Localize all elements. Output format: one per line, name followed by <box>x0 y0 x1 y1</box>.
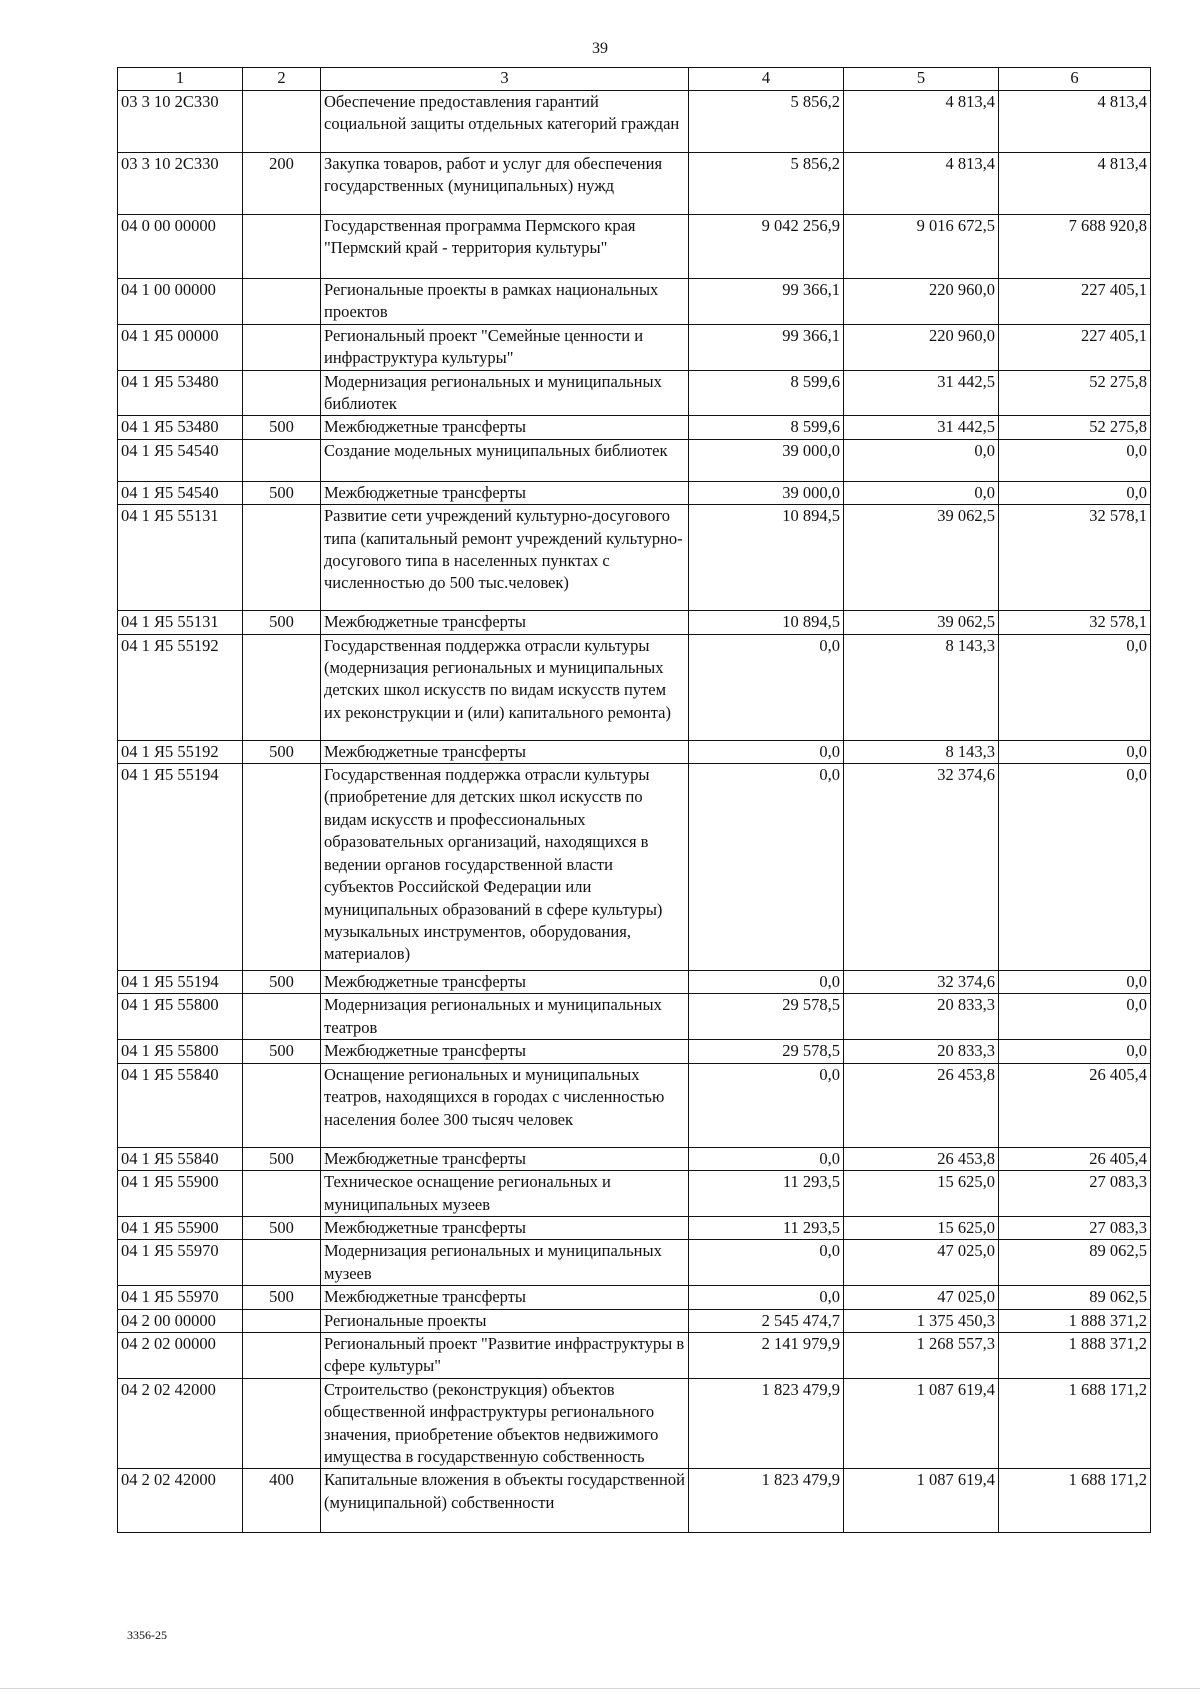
table-cell-name: Обеспечение предоставления гарантий социальной защиты отдельных категорий граждан <box>321 91 689 153</box>
table-cell-value-6: 7 688 920,8 <box>999 215 1151 279</box>
table-cell-type <box>243 215 321 279</box>
table-cell-value-6: 89 062,5 <box>999 1286 1151 1309</box>
table-cell-name: Межбюджетные трансферты <box>321 1040 689 1063</box>
table-cell-value-6: 227 405,1 <box>999 324 1151 370</box>
table-cell-value-4: 0,0 <box>689 1147 844 1170</box>
table-cell-value-4: 0,0 <box>689 740 844 763</box>
table-cell-code: 04 2 02 42000 <box>118 1378 243 1469</box>
table-cell-value-5: 32 374,6 <box>844 971 999 994</box>
scan-edge-line <box>0 1688 1200 1689</box>
table-cell-value-5: 47 025,0 <box>844 1240 999 1286</box>
table-cell-value-4: 5 856,2 <box>689 91 844 153</box>
table-cell-value-4: 0,0 <box>689 764 844 971</box>
table-cell-name: Государственная программа Пермского края "Пермский край - территория культуры" <box>321 215 689 279</box>
table-cell-value-4: 0,0 <box>689 634 844 740</box>
table-cell-code: 04 1 Я5 54540 <box>118 481 243 504</box>
table-row <box>118 1147 1151 1170</box>
table-cell-type <box>243 439 321 481</box>
table-cell-name: Межбюджетные трансферты <box>321 611 689 634</box>
table-cell-value-5: 8 143,3 <box>844 634 999 740</box>
table-cell-value-6: 0,0 <box>999 971 1151 994</box>
table-cell-code: 04 1 Я5 55900 <box>118 1216 243 1239</box>
table-row <box>118 1378 1151 1469</box>
table-row <box>118 971 1151 994</box>
table-cell-code: 04 1 Я5 55840 <box>118 1147 243 1170</box>
table-cell-code: 04 1 Я5 53480 <box>118 370 243 416</box>
column-header-5: 5 <box>844 68 999 91</box>
table-row <box>118 1309 1151 1332</box>
table-cell-value-6: 0,0 <box>999 481 1151 504</box>
table-cell-name: Развитие сети учреждений культурно-досугового типа (капитальный ремонт учреждений культурно-досугового типа в населенных пунктах с численностью до 500 тыс.человек) <box>321 505 689 611</box>
table-cell-type: 500 <box>243 611 321 634</box>
table-row <box>118 1286 1151 1309</box>
table-cell-value-6: 0,0 <box>999 740 1151 763</box>
table-row <box>118 370 1151 416</box>
table-row <box>118 1469 1151 1533</box>
table-body <box>118 91 1151 1533</box>
table-cell-name: Межбюджетные трансферты <box>321 481 689 504</box>
table-cell-type: 200 <box>243 153 321 215</box>
table-cell-value-5: 1 375 450,3 <box>844 1309 999 1332</box>
table-row <box>118 1063 1151 1147</box>
table-row <box>118 505 1151 611</box>
table-cell-value-5: 20 833,3 <box>844 994 999 1040</box>
table-cell-value-6: 32 578,1 <box>999 505 1151 611</box>
table-cell-value-4: 0,0 <box>689 1063 844 1147</box>
table-cell-code: 03 3 10 2С330 <box>118 91 243 153</box>
document-code: 3356-25 <box>127 1628 167 1642</box>
table-cell-code: 04 1 Я5 55970 <box>118 1286 243 1309</box>
table-cell-value-6: 1 688 171,2 <box>999 1378 1151 1469</box>
table-row <box>118 1240 1151 1286</box>
table-cell-code: 04 1 Я5 54540 <box>118 439 243 481</box>
table-cell-value-6: 1 888 371,2 <box>999 1332 1151 1378</box>
table-cell-code: 04 1 Я5 55131 <box>118 505 243 611</box>
table-cell-value-5: 0,0 <box>844 439 999 481</box>
table-cell-type: 500 <box>243 1040 321 1063</box>
table-cell-name: Межбюджетные трансферты <box>321 1286 689 1309</box>
table-row <box>118 324 1151 370</box>
table-cell-code: 04 1 Я5 55800 <box>118 994 243 1040</box>
table-cell-type: 500 <box>243 740 321 763</box>
table-cell-value-4: 2 545 474,7 <box>689 1309 844 1332</box>
table-cell-value-4: 39 000,0 <box>689 481 844 504</box>
table-cell-name: Региональный проект "Семейные ценности и инфраструктура культуры" <box>321 324 689 370</box>
table-cell-name: Капитальные вложения в объекты государственной (муниципальной) собственности <box>321 1469 689 1533</box>
table-cell-value-4: 0,0 <box>689 971 844 994</box>
table-cell-value-4: 10 894,5 <box>689 611 844 634</box>
table-cell-value-4: 8 599,6 <box>689 370 844 416</box>
table-row <box>118 481 1151 504</box>
table-cell-code: 04 1 Я5 55900 <box>118 1171 243 1217</box>
table-cell-value-6: 4 813,4 <box>999 153 1151 215</box>
table-cell-code: 04 1 Я5 55192 <box>118 740 243 763</box>
table-cell-value-5: 4 813,4 <box>844 91 999 153</box>
table-cell-type <box>243 279 321 325</box>
table-cell-value-6: 1 688 171,2 <box>999 1469 1151 1533</box>
table-row <box>118 611 1151 634</box>
column-header-2: 2 <box>243 68 321 91</box>
budget-table <box>117 67 1151 1533</box>
table-cell-code: 04 2 02 00000 <box>118 1332 243 1378</box>
table-cell-value-4: 10 894,5 <box>689 505 844 611</box>
table-cell-value-5: 220 960,0 <box>844 324 999 370</box>
table-cell-value-5: 39 062,5 <box>844 505 999 611</box>
table-row <box>118 416 1151 439</box>
table-cell-value-5: 39 062,5 <box>844 611 999 634</box>
table-cell-code: 04 1 Я5 55194 <box>118 971 243 994</box>
column-header-1: 1 <box>118 68 243 91</box>
table-cell-name: Межбюджетные трансферты <box>321 416 689 439</box>
column-header-3: 3 <box>321 68 689 91</box>
table-cell-name: Межбюджетные трансферты <box>321 971 689 994</box>
table-cell-value-6: 0,0 <box>999 1040 1151 1063</box>
table-cell-name: Государственная поддержка отрасли культуры (приобретение для детских школ искусств по видам искусств и профессиональных образовательных организаций, находящихся в ведении органов государственной власти субъектов Российской Федерации или муниципальных образований в сфере культуры) музыкальных инструментов, оборудования, материалов) <box>321 764 689 971</box>
table-cell-value-6: 89 062,5 <box>999 1240 1151 1286</box>
table-cell-value-4: 1 823 479,9 <box>689 1469 844 1533</box>
table-cell-value-6: 0,0 <box>999 764 1151 971</box>
table-cell-code: 04 1 Я5 55131 <box>118 611 243 634</box>
table-row <box>118 215 1151 279</box>
table-row <box>118 740 1151 763</box>
table-cell-value-4: 1 823 479,9 <box>689 1378 844 1469</box>
table-cell-value-4: 29 578,5 <box>689 994 844 1040</box>
table-cell-type <box>243 994 321 1040</box>
table-cell-value-4: 99 366,1 <box>689 279 844 325</box>
table-cell-name: Закупка товаров, работ и услуг для обеспечения государственных (муниципальных) нужд <box>321 153 689 215</box>
table-cell-type <box>243 91 321 153</box>
table-cell-type <box>243 1332 321 1378</box>
table-cell-value-6: 26 405,4 <box>999 1147 1151 1170</box>
table-cell-type: 500 <box>243 1216 321 1239</box>
table-cell-value-4: 11 293,5 <box>689 1171 844 1217</box>
table-cell-code: 04 2 02 42000 <box>118 1469 243 1533</box>
table-cell-type <box>243 764 321 971</box>
table-row <box>118 994 1151 1040</box>
table-cell-value-4: 29 578,5 <box>689 1040 844 1063</box>
table-cell-value-5: 26 453,8 <box>844 1063 999 1147</box>
table-cell-value-4: 5 856,2 <box>689 153 844 215</box>
table-cell-value-4: 0,0 <box>689 1240 844 1286</box>
table-cell-value-6: 227 405,1 <box>999 279 1151 325</box>
table-cell-value-5: 1 268 557,3 <box>844 1332 999 1378</box>
table-cell-value-6: 52 275,8 <box>999 370 1151 416</box>
table-cell-value-4: 8 599,6 <box>689 416 844 439</box>
table-cell-type <box>243 370 321 416</box>
table-cell-code: 04 1 Я5 53480 <box>118 416 243 439</box>
table-cell-value-5: 31 442,5 <box>844 370 999 416</box>
table-cell-type <box>243 1171 321 1217</box>
table-cell-type <box>243 324 321 370</box>
table-cell-value-5: 15 625,0 <box>844 1171 999 1217</box>
table-cell-type: 400 <box>243 1469 321 1533</box>
table-cell-code: 04 1 Я5 00000 <box>118 324 243 370</box>
table-cell-name: Оснащение региональных и муниципальных театров, находящихся в городах с численностью населения более 300 тысяч человек <box>321 1063 689 1147</box>
table-cell-code: 04 1 Я5 55840 <box>118 1063 243 1147</box>
table-cell-value-6: 1 888 371,2 <box>999 1309 1151 1332</box>
table-cell-value-5: 47 025,0 <box>844 1286 999 1309</box>
table-cell-value-5: 31 442,5 <box>844 416 999 439</box>
table-cell-value-5: 8 143,3 <box>844 740 999 763</box>
table-cell-name: Модернизация региональных и муниципальных театров <box>321 994 689 1040</box>
table-cell-value-5: 1 087 619,4 <box>844 1378 999 1469</box>
table-cell-value-6: 32 578,1 <box>999 611 1151 634</box>
table-cell-value-4: 2 141 979,9 <box>689 1332 844 1378</box>
table-cell-type <box>243 1309 321 1332</box>
table-row <box>118 634 1151 740</box>
table-row <box>118 91 1151 153</box>
table-cell-code: 03 3 10 2С330 <box>118 153 243 215</box>
table-row <box>118 279 1151 325</box>
table-cell-type <box>243 1378 321 1469</box>
table-cell-code: 04 1 Я5 55800 <box>118 1040 243 1063</box>
table-cell-value-6: 26 405,4 <box>999 1063 1151 1147</box>
table-cell-type <box>243 505 321 611</box>
table-cell-name: Государственная поддержка отрасли культуры (модернизация региональных и муниципальных детских школ искусств по видам искусств путем их реконструкции и (или) капитального ремонта) <box>321 634 689 740</box>
table-cell-name: Межбюджетные трансферты <box>321 740 689 763</box>
table-cell-type: 500 <box>243 481 321 504</box>
table-cell-value-6: 27 083,3 <box>999 1171 1151 1217</box>
table-cell-value-5: 0,0 <box>844 481 999 504</box>
table-cell-value-5: 32 374,6 <box>844 764 999 971</box>
table-cell-type: 500 <box>243 1286 321 1309</box>
table-cell-value-4: 39 000,0 <box>689 439 844 481</box>
table-cell-value-6: 0,0 <box>999 439 1151 481</box>
table-cell-value-6: 0,0 <box>999 994 1151 1040</box>
table-cell-value-5: 9 016 672,5 <box>844 215 999 279</box>
table-cell-value-5: 15 625,0 <box>844 1216 999 1239</box>
table-cell-name: Модернизация региональных и муниципальных библиотек <box>321 370 689 416</box>
table-cell-value-5: 4 813,4 <box>844 153 999 215</box>
table-cell-value-5: 220 960,0 <box>844 279 999 325</box>
table-row <box>118 1040 1151 1063</box>
table-cell-name: Региональные проекты <box>321 1309 689 1332</box>
table-cell-name: Создание модельных муниципальных библиотек <box>321 439 689 481</box>
table-cell-name: Региональные проекты в рамках национальных проектов <box>321 279 689 325</box>
table-row <box>118 1332 1151 1378</box>
table-cell-value-4: 99 366,1 <box>689 324 844 370</box>
table-row <box>118 764 1151 971</box>
table-cell-code: 04 1 Я5 55970 <box>118 1240 243 1286</box>
table-cell-code: 04 1 00 00000 <box>118 279 243 325</box>
table-cell-code: 04 2 00 00000 <box>118 1309 243 1332</box>
table-cell-type <box>243 1240 321 1286</box>
table-cell-type: 500 <box>243 1147 321 1170</box>
page-number: 39 <box>592 40 608 57</box>
table-cell-value-6: 0,0 <box>999 634 1151 740</box>
table-cell-name: Межбюджетные трансферты <box>321 1216 689 1239</box>
table-cell-value-5: 20 833,3 <box>844 1040 999 1063</box>
table-cell-value-5: 1 087 619,4 <box>844 1469 999 1533</box>
table-cell-code: 04 1 Я5 55194 <box>118 764 243 971</box>
table-cell-code: 04 0 00 00000 <box>118 215 243 279</box>
table-cell-code: 04 1 Я5 55192 <box>118 634 243 740</box>
table-cell-value-6: 27 083,3 <box>999 1216 1151 1239</box>
column-header-6: 6 <box>999 68 1151 91</box>
table-cell-name: Строительство (реконструкция) объектов общественной инфраструктуры регионального значения, приобретение объектов недвижимого имущества в государственную собственность <box>321 1378 689 1469</box>
table-row <box>118 1216 1151 1239</box>
table-cell-value-4: 9 042 256,9 <box>689 215 844 279</box>
table-cell-name: Модернизация региональных и муниципальных музеев <box>321 1240 689 1286</box>
column-header-4: 4 <box>689 68 844 91</box>
table-cell-type: 500 <box>243 416 321 439</box>
table-cell-value-5: 26 453,8 <box>844 1147 999 1170</box>
table-cell-type <box>243 1063 321 1147</box>
table-cell-value-4: 0,0 <box>689 1286 844 1309</box>
table-cell-value-6: 52 275,8 <box>999 416 1151 439</box>
header-row <box>118 68 1151 91</box>
table-cell-type: 500 <box>243 971 321 994</box>
table-cell-value-6: 4 813,4 <box>999 91 1151 153</box>
table-cell-type <box>243 634 321 740</box>
table-cell-name: Региональный проект "Развитие инфраструктуры в сфере культуры" <box>321 1332 689 1378</box>
table-cell-name: Техническое оснащение региональных и муниципальных музеев <box>321 1171 689 1217</box>
table-cell-name: Межбюджетные трансферты <box>321 1147 689 1170</box>
table-row <box>118 439 1151 481</box>
table-row <box>118 153 1151 215</box>
table-cell-value-4: 11 293,5 <box>689 1216 844 1239</box>
table-row <box>118 1171 1151 1217</box>
